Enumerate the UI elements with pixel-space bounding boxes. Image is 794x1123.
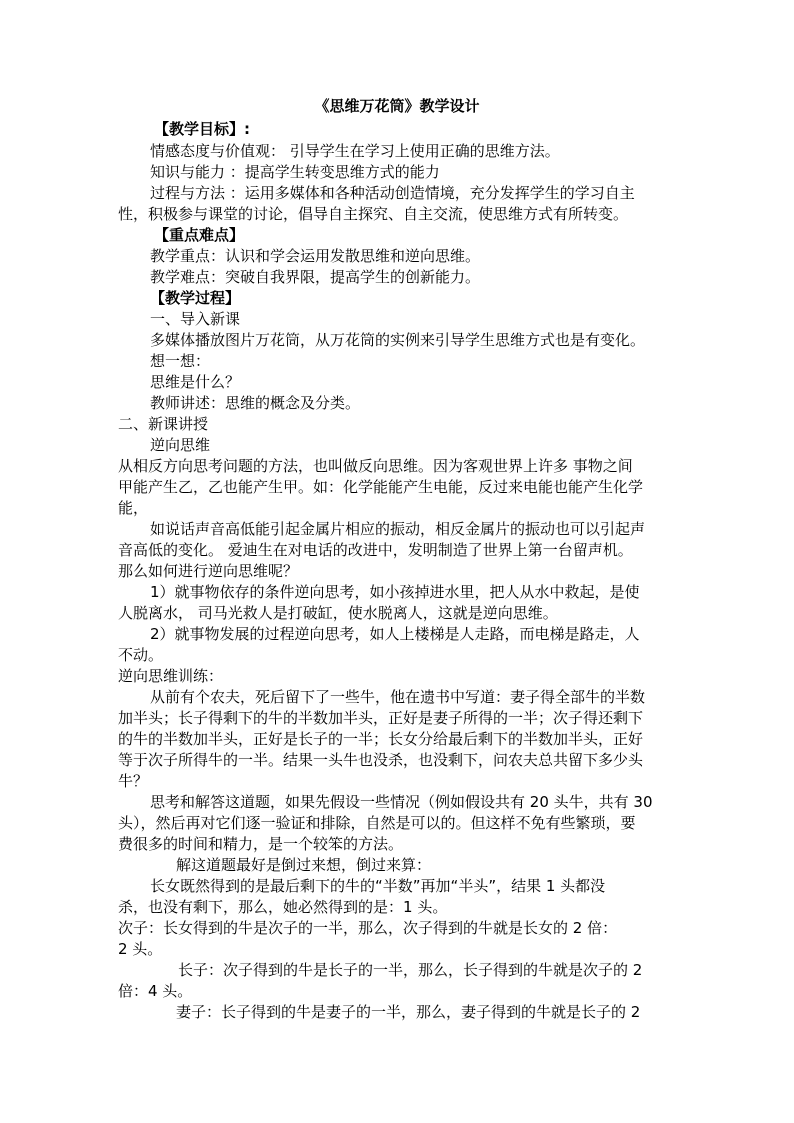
section-heading-objectives: 【教学目标】: <box>154 120 250 138</box>
text-line: 妻子：长子得到的牛是妻子的一半，那么，妻子得到的牛就是长子的 2 <box>176 1003 641 1021</box>
text-line: 逆向思维 <box>150 436 211 454</box>
text-line: 费很多的时间和精力，是一个较笨的方法。 <box>118 835 404 853</box>
text-line: 音高低的变化。 爱迪生在对电话的改进中，发明制造了世界上第一台留声机。 <box>118 541 633 559</box>
section-heading-process: 【教学过程】 <box>150 289 241 307</box>
section-heading-key-points: 【重点难点】 <box>154 226 245 244</box>
text-line: 的牛的半数加半头，正好是长子的一半；长女分给最后剩下的半数加半头，正好 <box>118 730 644 748</box>
text-line: 情感态度与价值观： 引导学生在学习上使用正确的思维方法。 <box>150 142 560 160</box>
text-line: 教学重点：认识和学会运用发散思维和逆向思维。 <box>150 247 481 265</box>
text-line: 等于次子所得牛的一半。结果一头牛也没杀，也没剩下，问农夫总共留下多少头 <box>118 751 644 769</box>
text-line: 人脱离水， 司马光救人是打破缸，使水脱离人，这就是逆向思维。 <box>118 604 558 622</box>
text-line: 从相反方向思考问题的方法，也叫做反向思维。因为客观世界上许多 事物之间 <box>118 457 633 475</box>
text-line: 长子：次子得到的牛是长子的一半，那么，长子得到的牛就是次子的 2 <box>178 961 643 979</box>
text-line: 甲能产生乙，乙也能产生甲。如：化学能能产生电能，反过来电能也能产生化学 <box>118 478 644 496</box>
text-line: 能， <box>118 499 149 517</box>
text-line: 教师讲述：思维的概念及分类。 <box>150 394 361 412</box>
text-line: 思维是什么？ <box>150 373 241 391</box>
text-line: 教学难点：突破自我界限，提高学生的创新能力。 <box>150 268 481 286</box>
text-line: 多媒体播放图片万花筒，从万花筒的实例来引导学生思维方式也是有变化。 <box>150 331 646 349</box>
text-line: 如说话声音高低能引起金属片相应的振动，相反金属片的振动也可以引起声 <box>150 520 646 538</box>
document-title: 《思维万花筒》教学设计 <box>314 97 480 115</box>
text-line: 2 头。 <box>118 940 163 958</box>
text-line: 过程与方法 ：运用多媒体和各种活动创造情境，充分发挥学生的学习自主 <box>150 184 635 202</box>
text-line: 1）就事物依存的条件逆向思考，如小孩掉进水里，把人从水中救起，是使 <box>150 583 640 601</box>
text-line: 加半头；长子得剩下的牛的半数加半头，正好是妻子所得的一半；次子得还剩下 <box>118 709 644 727</box>
text-line: 杀，也没有剩下，那么，她必然得到的是：1 头。 <box>118 898 448 916</box>
text-line: 2）就事物发展的过程逆向思考，如人上楼梯是人走路，而电梯是路走，人 <box>150 625 640 643</box>
text-line: 性，积极参与课堂的讨论，倡导自主探究、自主交流，使思维方式有所转变。 <box>118 205 629 223</box>
text-line: 解这道题最好是倒过来想，倒过来算： <box>176 856 432 874</box>
text-line: 从前有个农夫，死后留下了一些牛，他在遗书中写道：妻子得全部牛的半数 <box>150 688 646 706</box>
text-line: 次子：长女得到的牛是次子的一半，那么，次子得到的牛就是长女的 2 倍： <box>118 919 618 937</box>
text-line: 思考和解答这道题，如果先假设一些情况（例如假设共有 20 头牛，共有 30 <box>150 793 653 811</box>
text-line: 逆向思维训练： <box>118 667 224 685</box>
text-line: 头），然后再对它们逐一验证和排除，自然是可以的。但这样不免有些繁琐，要 <box>118 814 636 832</box>
text-line: 知识与能力 ：提高学生转变思维方式的能力 <box>150 163 440 181</box>
text-line: 二、新课讲授 <box>118 415 209 433</box>
text-line: 那么如何进行逆向思维呢？ <box>118 562 299 580</box>
text-line: 想一想： <box>150 352 211 370</box>
text-line: 长女既然得到的是最后剩下的牛的“半数”再加“半头”，结果 1 头都没 <box>150 877 606 895</box>
text-line: 一、导入新课 <box>150 310 241 328</box>
text-line: 牛？ <box>118 772 149 790</box>
text-line: 不动。 <box>118 646 164 664</box>
text-line: 倍：4 头。 <box>118 982 193 1000</box>
